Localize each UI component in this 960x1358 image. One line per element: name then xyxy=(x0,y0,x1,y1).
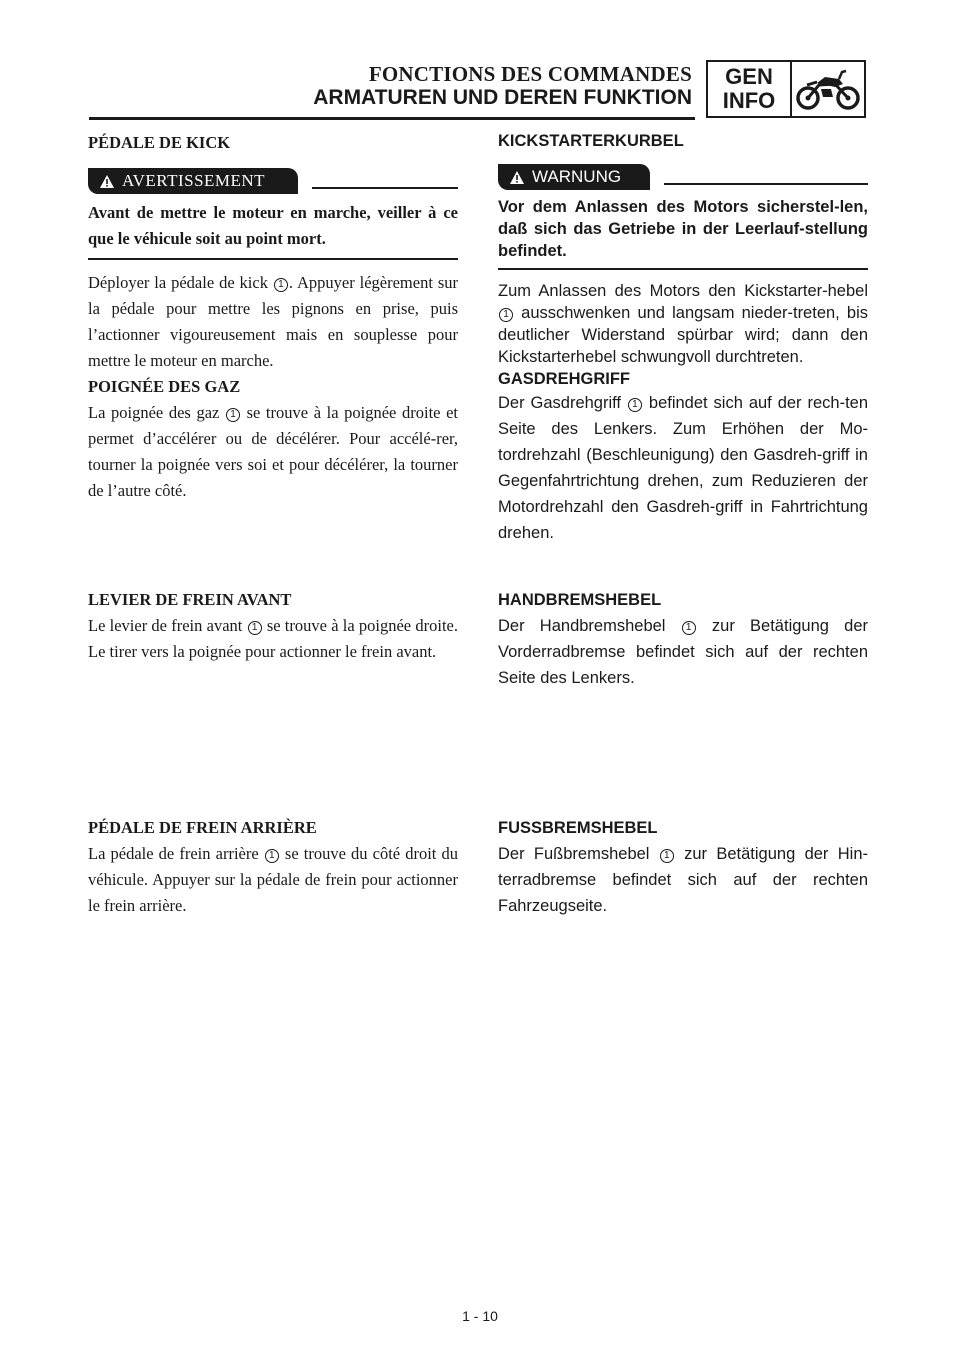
body-front-brake-fr: Le levier de frein avant 1 se trouve à la poignée droite. Le tirer vers la poignée pour actionner le frein avant. xyxy=(88,616,458,661)
callout-number: 1 xyxy=(226,408,240,422)
section-label-line1: GEN xyxy=(725,64,773,89)
body-kick-de: Zum Anlassen des Motors den Kickstarter-hebel 1 ausschwenken und langsam nieder-treten, bis deutlicher Widerstand spürbar wird; dann den Kickstarterhebel schwungvoll durchtreten. xyxy=(498,282,868,366)
warning-label-fr: AVERTISSEMENT xyxy=(122,171,266,190)
heading-rear-brake-de: FUSSBREMSHEBEL xyxy=(498,819,658,837)
warning-text-fr: Avant de mettre le moteur en marche, veiller à ce que le véhicule soit au point mort. xyxy=(88,203,458,248)
section-label-line2: INFO xyxy=(722,88,776,113)
section-front-brake-de xyxy=(498,587,868,691)
body-rear-brake-de: Der Fußbremshebel 1 zur Betätigung der Hin-terradbremse befindet sich auf der rechten Fahrzeugseite. xyxy=(498,845,868,915)
section-badge xyxy=(706,60,866,118)
body-throttle-fr: La poignée des gaz 1 se trouve à la poignée droite et permet d’accélérer ou de décélérer. Pour accélé-rer, tourner la poignée vers soi et pour décélérer, la tourner de l’autre côté. xyxy=(88,403,458,500)
warning-header-de xyxy=(498,164,868,190)
warning-triangle-icon xyxy=(100,175,114,188)
header-rule xyxy=(89,117,695,120)
warning-header-fr xyxy=(88,168,458,194)
heading-rear-brake-fr: PÉDALE DE FREIN ARRIÈRE xyxy=(88,818,317,837)
section-rear-brake-fr xyxy=(88,815,458,919)
body-rear-brake-fr: La pédale de frein arrière 1 se trouve du côté droit du véhicule. Appuyer sur la pédale de frein pour actionner le frein arrière. xyxy=(88,844,458,915)
page-number: 1 - 10 xyxy=(462,1308,498,1324)
warning-badge-fr xyxy=(88,168,298,194)
warning-badge-de xyxy=(498,164,650,190)
header-title-de: ARMATUREN UND DEREN FUNKTION xyxy=(313,86,692,109)
warning-end-rule-fr xyxy=(88,258,458,260)
column-french xyxy=(88,130,458,504)
warning-label-de: WARNUNG xyxy=(532,167,622,186)
heading-front-brake-de: HANDBREMSHEBEL xyxy=(498,591,662,609)
warning-text-de: Vor dem Anlassen des Motors sicherstel-len, daß sich das Getriebe in der Leerlauf-stellung befindet. xyxy=(498,198,868,260)
body-kick-fr: Déployer la pédale de kick 1 . Appuyer légèrement sur la pédale pour mettre les pignons en prise, puis l’actionner vigoureusement mais en souplesse pour mettre le moteur en marche. xyxy=(88,273,458,370)
callout-number: 1 xyxy=(248,621,262,635)
section-rear-brake-de xyxy=(498,815,868,919)
header-title-fr: FONCTIONS DES COMMANDES xyxy=(368,62,692,86)
callout-number: 1 xyxy=(499,308,513,322)
section-label xyxy=(708,62,792,116)
callout-number: 1 xyxy=(628,398,642,412)
warning-triangle-icon xyxy=(510,171,524,184)
callout-number: 1 xyxy=(265,849,279,863)
callout-number: 1 xyxy=(660,849,674,863)
heading-kick-de: KICKSTARTERKURBEL xyxy=(498,132,684,150)
callout-number: 1 xyxy=(274,278,288,292)
body-throttle-de: Der Gasdrehgriff 1 befindet sich auf der rech-ten Seite des Lenkers. Zum Erhöhen der Mo-tordrehzahl (Beschleunigung) den Gasdreh-griff in Gegenfahrtrichtung drehen, zum Reduzieren der Motordrehzahl den Gasdreh-griff in Fahrtrichtung drehen. xyxy=(498,394,869,542)
heading-throttle-de: GASDREHGRIFF xyxy=(498,370,630,388)
column-german xyxy=(498,130,868,546)
motorcycle-icon xyxy=(795,67,861,111)
callout-number: 1 xyxy=(682,621,696,635)
body-front-brake-de: Der Handbremshebel 1 zur Betätigung der Vorderradbremse befindet sich auf der rechten Seite des Lenkers. xyxy=(498,617,869,687)
warning-end-rule-de xyxy=(498,268,868,270)
heading-kick-fr: PÉDALE DE KICK xyxy=(88,133,231,152)
heading-front-brake-fr: LEVIER DE FREIN AVANT xyxy=(88,590,292,609)
section-front-brake-fr xyxy=(88,587,458,665)
heading-throttle-fr: POIGNÉE DES GAZ xyxy=(88,377,241,396)
